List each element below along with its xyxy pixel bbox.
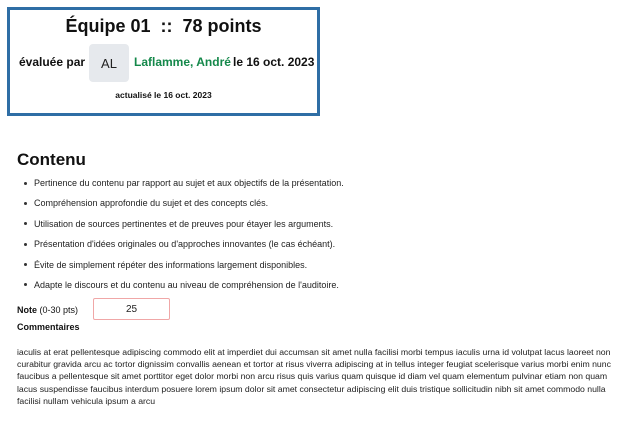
team-points: 78 points <box>182 16 262 36</box>
evaluation-row <box>10 44 317 80</box>
list-item: Présentation d'idées originales ou d'approches innovantes (le cas échéant). <box>24 238 344 258</box>
criteria-list <box>24 177 344 299</box>
team-name: Équipe 01 <box>65 16 151 36</box>
list-item: Pertinence du contenu par rapport au sujet et aux objectifs de la présentation. <box>24 177 344 197</box>
note-label <box>17 305 78 315</box>
note-range: (0-30 pts) <box>39 305 79 315</box>
updated-date: actualisé le 16 oct. 2023 <box>115 90 212 100</box>
avatar[interactable]: AL <box>89 44 129 82</box>
note-input[interactable] <box>93 298 170 320</box>
evaluated-by-label: évaluée par <box>19 55 86 69</box>
list-item: Utilisation de sources pertinentes et de preuves pour étayer les arguments. <box>24 218 344 238</box>
evaluation-date: le 16 oct. 2023 <box>233 55 315 69</box>
list-item: Adapte le discours et du contenu au niveau de compréhension de l'auditoire. <box>24 279 344 299</box>
list-item: Évite de simplement répéter des informations largement disponibles. <box>24 259 344 279</box>
team-title <box>10 16 317 37</box>
evaluator-name[interactable]: Laflamme, André <box>134 55 231 69</box>
title-separator: :: <box>160 16 173 36</box>
team-score-card <box>7 7 320 116</box>
list-item: Compréhension approfondie du sujet et des concepts clés. <box>24 197 344 217</box>
section-title: Contenu <box>17 150 86 169</box>
comments-title: Commentaires <box>17 322 80 332</box>
comments-text: iaculis at erat pellentesque adipiscing commodo elit at imperdiet dui accumsan sit amet nulla facilisi morbi tempus iaculis urna id volutpat lacus laoreet non curabitur gravida arcu ac tortor dignissim convallis aenean et tortor at risus viverra adipiscing at in tellus integer feugiat scelerisque varius morbi enim nunc faucibus a pellentesque sit amet porttitor eget dolor morbi non arcu risus quis varius quam quisque id diam vel quam elementum pulvinar etiam non quam lacus suspendisse faucibus interdum posuere lorem ipsum dolor sit amet consectetur adipiscing elit duis tristique sollicitudin nibh sit amet commodo nulla facilisi nullam vehicula ipsum a arcu <box>17 347 611 406</box>
note-label-text: Note <box>17 305 37 315</box>
